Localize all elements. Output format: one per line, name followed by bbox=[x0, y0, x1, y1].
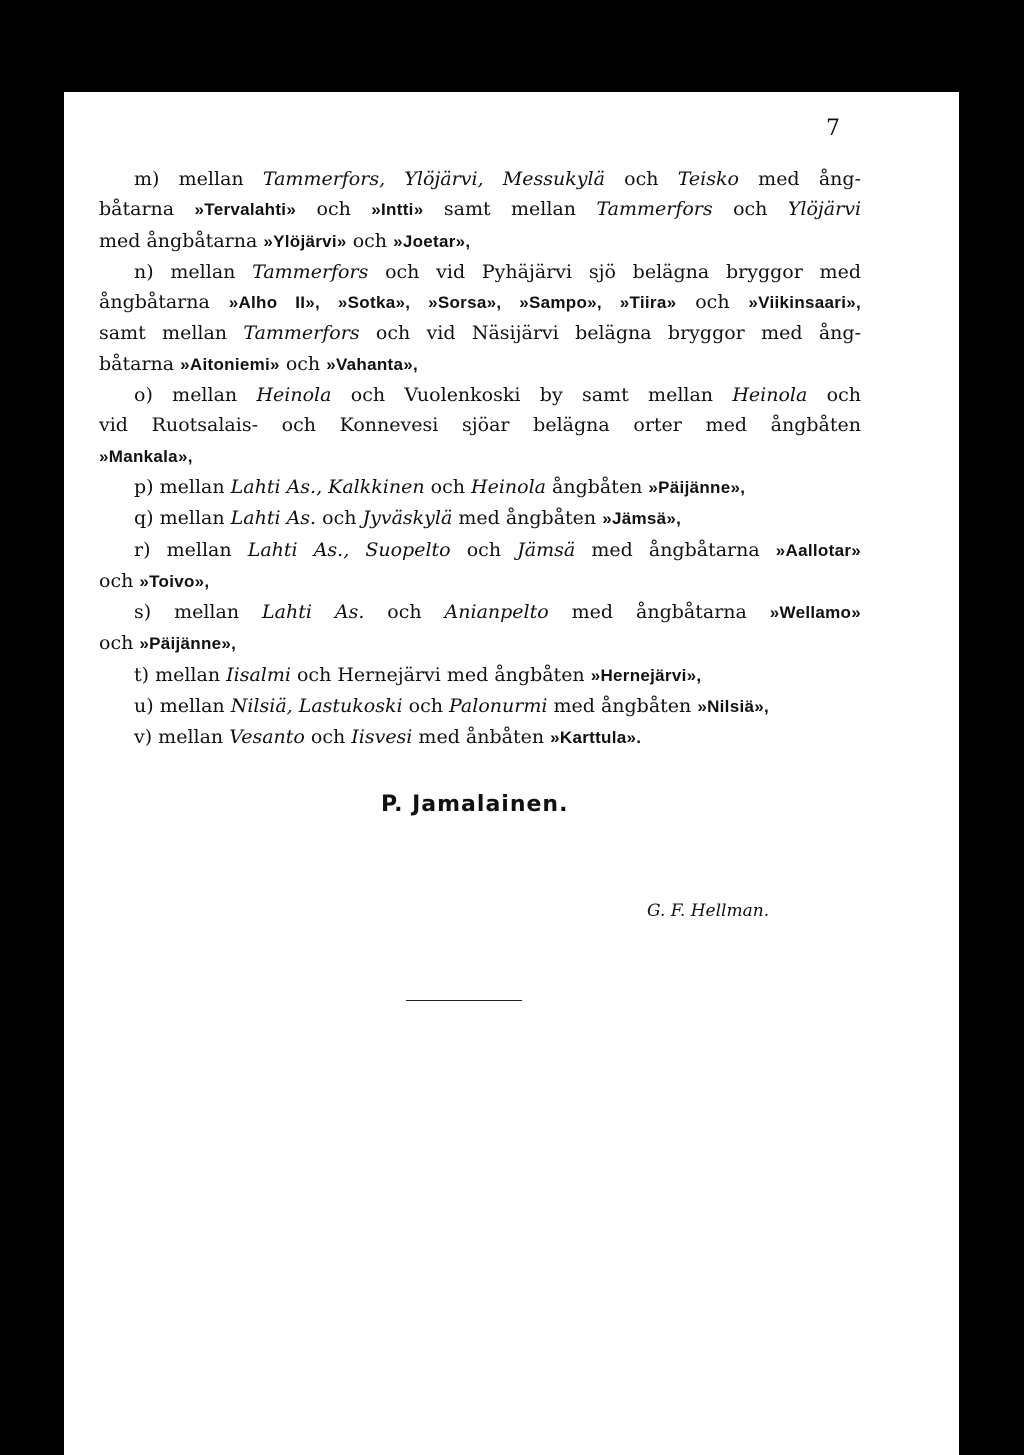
place-name: Heinola bbox=[732, 384, 808, 407]
text-run: r) mellan bbox=[134, 538, 248, 561]
text-line bbox=[99, 535, 861, 566]
text-run: p) mellan bbox=[134, 475, 231, 498]
place-name: Iisvesi bbox=[351, 726, 413, 749]
ship-name: »Karttula». bbox=[550, 728, 642, 748]
text-run: och bbox=[99, 569, 140, 592]
ship-name: »Nilsiä», bbox=[697, 697, 770, 717]
text-run: v) mellan bbox=[134, 726, 230, 749]
ship-name: »Wellamo» bbox=[769, 603, 861, 623]
text-run: ångbåten bbox=[545, 475, 649, 498]
text-run: med ång- bbox=[738, 168, 861, 190]
place-name: Lahti As. bbox=[230, 507, 317, 530]
ship-name: »Toivo», bbox=[139, 571, 210, 591]
ship-name: »Intti» bbox=[371, 200, 424, 220]
text-run: och bbox=[450, 538, 518, 561]
place-name: Palonurmi bbox=[449, 695, 548, 718]
text-line bbox=[99, 410, 861, 440]
text-run: och bbox=[279, 352, 327, 375]
text-line bbox=[99, 194, 861, 225]
text-line bbox=[99, 722, 861, 753]
text-line bbox=[99, 566, 861, 597]
text-line bbox=[99, 691, 861, 722]
text-run: med ångbåten bbox=[452, 507, 603, 530]
text-run: med ångbåtarna bbox=[548, 601, 770, 624]
text-run: och bbox=[712, 198, 788, 221]
paragraph bbox=[99, 597, 861, 660]
text-run: n) mellan bbox=[134, 260, 253, 283]
place-name: Tammerfors, Ylöjärvi, Messukylä bbox=[262, 168, 605, 190]
place-name: Lahti As., Suopelto bbox=[247, 538, 451, 561]
text-run: och bbox=[346, 229, 394, 252]
text-run: med ångbåtarna bbox=[99, 229, 264, 252]
text-line bbox=[99, 349, 861, 380]
text-line bbox=[99, 628, 861, 659]
text-line bbox=[99, 597, 861, 628]
text-run: och Vuolenkoski by samt mellan bbox=[331, 384, 733, 407]
place-name: Anianpelto bbox=[444, 601, 549, 624]
place-name: Vesanto bbox=[229, 726, 305, 749]
place-name: Teisko bbox=[677, 168, 739, 190]
text-run: och bbox=[364, 601, 445, 624]
signature: P. Jamalainen. bbox=[381, 792, 569, 817]
text-run: och bbox=[807, 384, 861, 407]
text-run: och vid Pyhäjärvi sjö belägna bryggor med bbox=[368, 260, 861, 283]
place-name: Jyväskylä bbox=[362, 507, 453, 530]
document-page bbox=[64, 92, 959, 1455]
editor-note: G. F. Hellman. bbox=[647, 901, 770, 921]
ship-name: »Alho II», »Sotka», »Sorsa», »Sampo», »Tiira» bbox=[228, 293, 677, 313]
text-run: samt mellan bbox=[99, 322, 244, 345]
place-name: Jämsä bbox=[517, 538, 576, 561]
text-run: och bbox=[99, 632, 140, 655]
paragraph bbox=[99, 691, 861, 722]
text-line bbox=[99, 441, 861, 472]
text-line bbox=[99, 318, 861, 348]
paragraph bbox=[99, 722, 861, 753]
paragraph bbox=[99, 472, 861, 503]
paragraph bbox=[99, 535, 861, 598]
text-run: o) mellan bbox=[134, 384, 257, 407]
text-run: och bbox=[604, 168, 678, 190]
text-line bbox=[99, 226, 861, 257]
text-line bbox=[99, 257, 861, 287]
ship-name: »Joetar», bbox=[393, 231, 471, 251]
text-run: och bbox=[424, 475, 471, 498]
ship-name: »Jämsä», bbox=[602, 509, 682, 529]
text-line bbox=[99, 472, 861, 503]
place-name: Lahti As. bbox=[262, 601, 365, 624]
ship-name: »Päijänne», bbox=[139, 634, 237, 654]
text-run: och bbox=[316, 507, 363, 530]
text-line bbox=[99, 164, 861, 194]
paragraph bbox=[99, 164, 861, 257]
text-run: med ångbåtarna bbox=[575, 538, 776, 561]
document-body bbox=[99, 164, 861, 754]
text-line bbox=[99, 503, 861, 534]
ship-name: »Päijänne», bbox=[648, 477, 746, 497]
paragraph bbox=[99, 380, 861, 472]
ship-name: »Hernejärvi», bbox=[590, 665, 702, 685]
ship-name: »Aallotar» bbox=[775, 540, 861, 560]
text-run: och vid Näsijärvi belägna bryggor med ång- bbox=[359, 322, 861, 345]
text-run: och Hernejärvi med ångbåten bbox=[290, 663, 591, 686]
text-line bbox=[99, 660, 861, 691]
page-number: 7 bbox=[826, 116, 840, 141]
ship-name: »Mankala», bbox=[99, 446, 193, 466]
place-name: Ylöjärvi bbox=[787, 198, 861, 221]
text-run: samt mellan bbox=[423, 198, 597, 221]
ship-name: »Vahanta», bbox=[326, 354, 419, 374]
text-run: och bbox=[402, 695, 449, 718]
place-name: Heinola bbox=[256, 384, 332, 407]
text-run: med ånbåten bbox=[412, 726, 551, 749]
text-line bbox=[99, 287, 861, 318]
ship-name: »Aitoniemi» bbox=[180, 354, 280, 374]
text-run: med ångbåten bbox=[547, 695, 698, 718]
text-run: t) mellan bbox=[134, 663, 227, 686]
divider bbox=[406, 1000, 522, 1001]
text-run: s) mellan bbox=[134, 601, 263, 624]
place-name: Tammerfors bbox=[596, 198, 713, 221]
text-run: och bbox=[304, 726, 352, 749]
place-name: Iisalmi bbox=[226, 663, 291, 686]
ship-name: »Tervalahti» bbox=[194, 200, 297, 220]
text-run: båtarna bbox=[99, 352, 181, 375]
paragraph bbox=[99, 257, 861, 380]
place-name: Tammerfors bbox=[252, 260, 369, 283]
text-run: ångbåtarna bbox=[99, 291, 229, 314]
text-run: m) mellan bbox=[134, 168, 263, 190]
text-run: båtarna bbox=[99, 198, 195, 221]
place-name: Heinola bbox=[471, 475, 546, 498]
ship-name: »Viikinsaari», bbox=[748, 293, 861, 313]
text-run: vid Ruotsalais- och Konnevesi sjöar belägna orter med ångbåten bbox=[99, 414, 861, 437]
ship-name: »Ylöjärvi» bbox=[263, 231, 347, 251]
text-run: och bbox=[676, 291, 749, 314]
paragraph bbox=[99, 503, 861, 534]
text-run: u) mellan bbox=[134, 695, 231, 718]
place-name: Tammerfors bbox=[243, 322, 360, 345]
paragraph bbox=[99, 660, 861, 691]
place-name: Lahti As., Kalkkinen bbox=[230, 475, 425, 498]
text-run: och bbox=[296, 198, 372, 221]
place-name: Nilsiä, Lastukoski bbox=[230, 695, 403, 718]
text-line bbox=[99, 380, 861, 410]
text-run: q) mellan bbox=[134, 507, 231, 530]
